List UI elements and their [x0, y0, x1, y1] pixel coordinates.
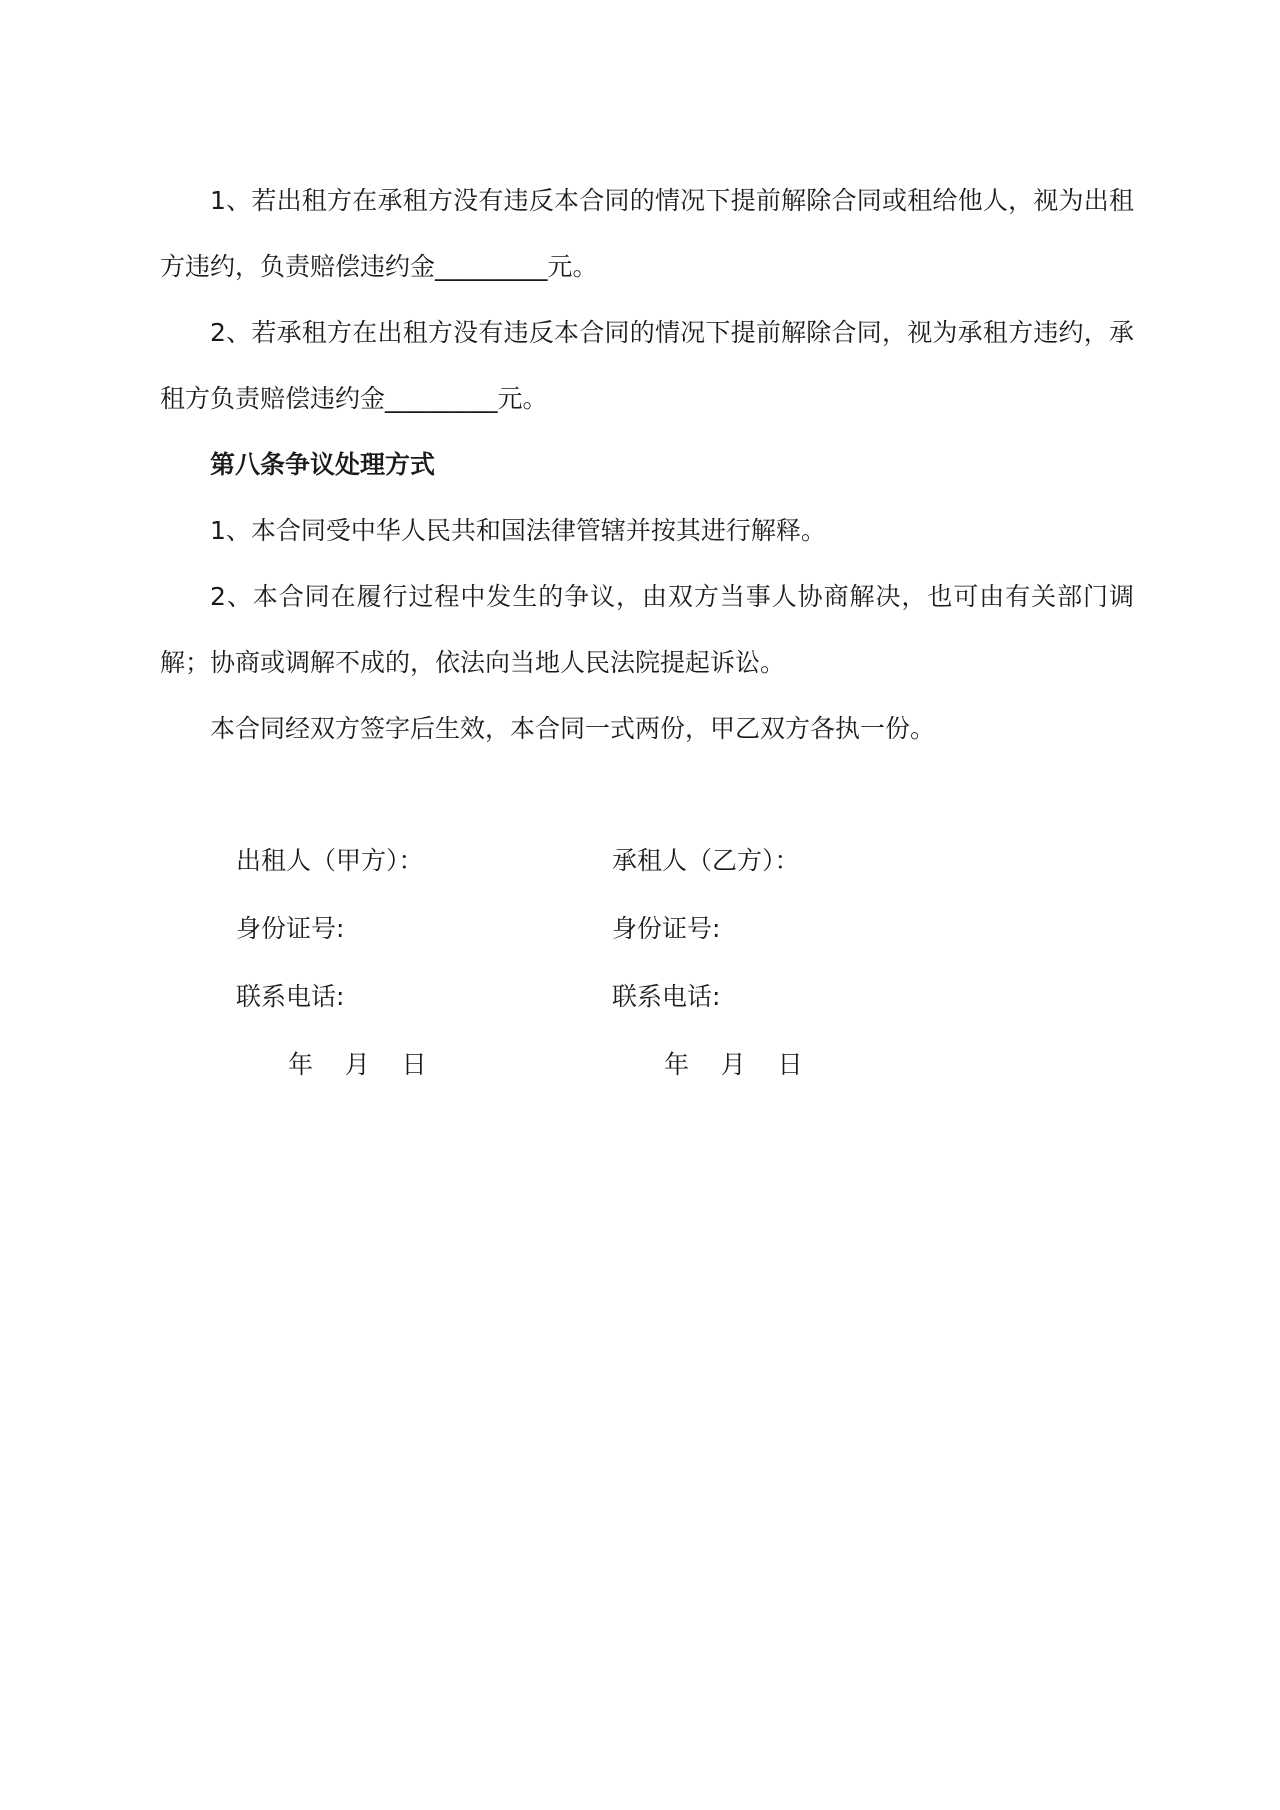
clause-2-tenant-breach: 2、若承租方在出租方没有违反本合同的情况下提前解除合同，视为承租方违约，承租方负责赔偿违约金_________元。 [160, 318, 1134, 413]
article-8-clause-2: 2、本合同在履行过程中发生的争议，由双方当事人协商解决，也可由有关部门调解；协商或调解不成的，依法向当地人民法院提起诉讼。 [160, 582, 1134, 677]
landlord-party-label: 出租人（甲方）： [236, 846, 424, 875]
tenant-phone-label: 联系电话: [612, 982, 721, 1011]
landlord-date-label: 年 月 日 [288, 1050, 427, 1079]
article-8-clause-1: 1、本合同受中华人民共和国法律管辖并按其进行解释。 [210, 516, 826, 545]
landlord-id-label: 身份证号: [236, 914, 345, 943]
contract-body [160, 168, 1134, 762]
landlord-phone-label: 联系电话: [236, 982, 345, 1011]
tenant-id-label: 身份证号: [612, 914, 721, 943]
tenant-date-label: 年 月 日 [664, 1050, 803, 1079]
article-8-heading: 第八条争议处理方式 [210, 450, 436, 479]
tenant-party-label: 承租人（乙方）： [612, 846, 800, 875]
effectiveness-statement: 本合同经双方签字后生效，本合同一式两份，甲乙双方各执一份。 [210, 714, 936, 743]
clause-1-landlord-breach: 1、若出租方在承租方没有违反本合同的情况下提前解除合同或租给他人，视为出租方违约，负责赔偿违约金_________元。 [160, 186, 1134, 281]
